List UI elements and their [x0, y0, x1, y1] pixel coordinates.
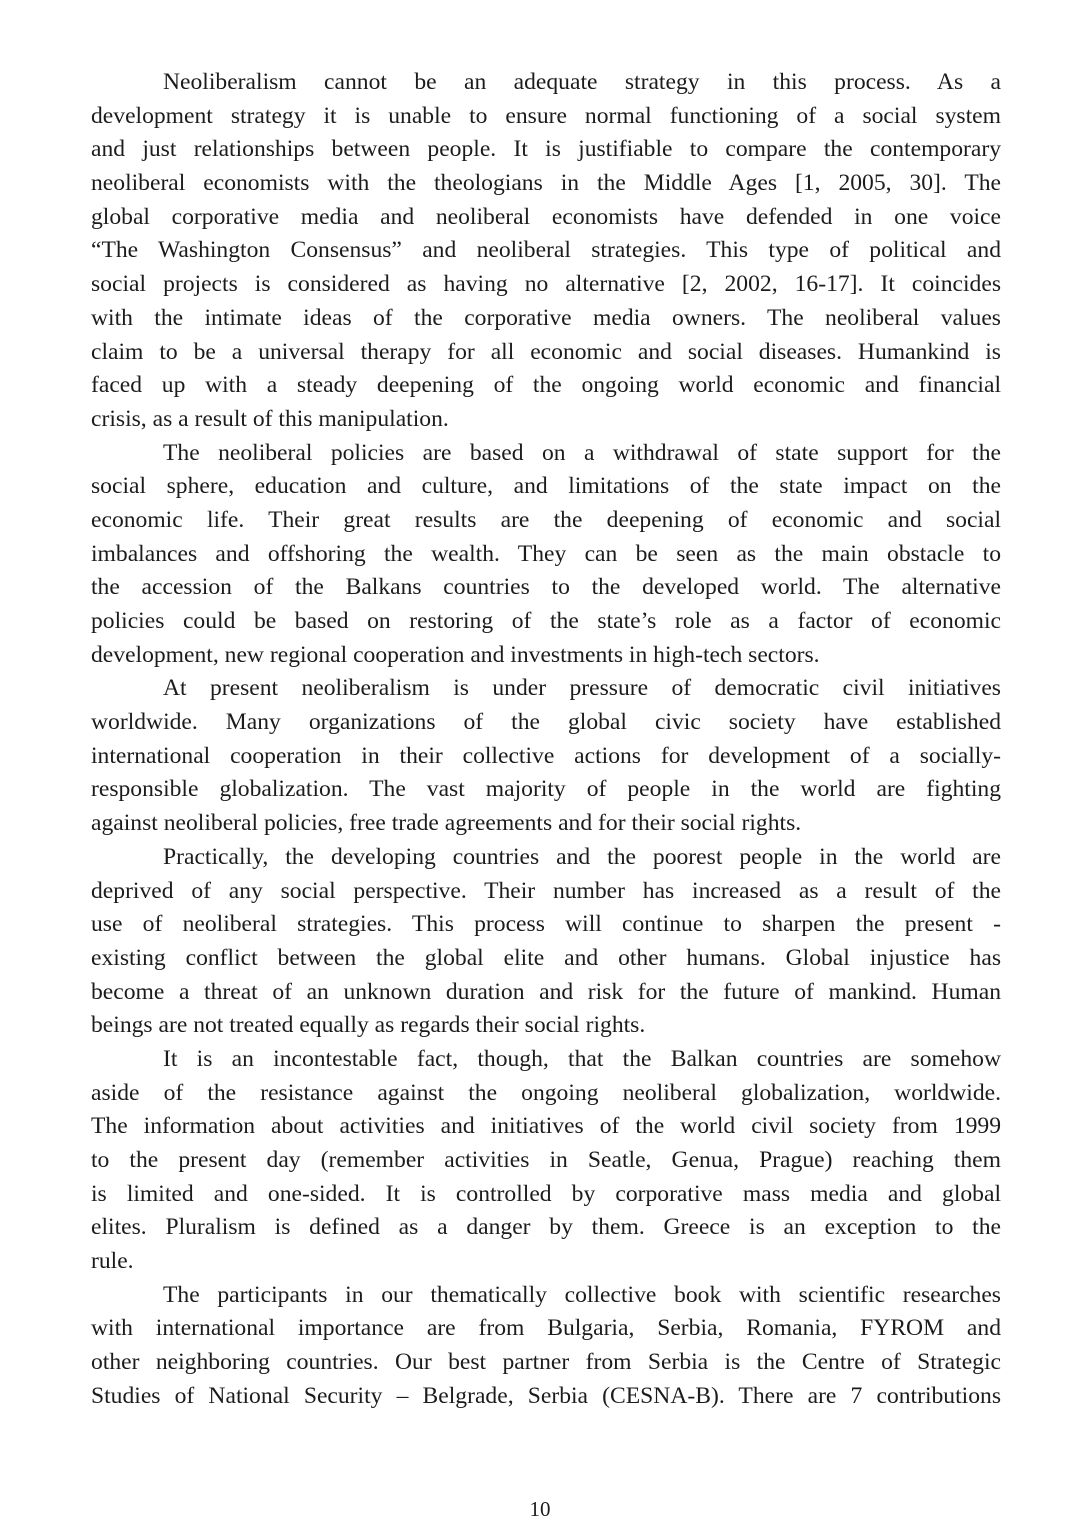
page-number: 10 [529, 1497, 551, 1521]
text-line: imbalances and offshoring the wealth. They can be seen as the main obstacle to [91, 540, 1001, 567]
text-line: Studies of National Security – Belgrade, Serbia (CESNA-B). There are 7 contributions [91, 1382, 1001, 1409]
text-line: faced up with a steady deepening of the ongoing world economic and financial [91, 372, 1001, 399]
text-line: The information about activities and initiatives of the world civil society from 1999 [91, 1113, 1001, 1140]
text-line: worldwide. Many organizations of the global civic society have established [91, 709, 1001, 736]
text-line: development, new regional cooperation and investments in high-tech sectors. [91, 641, 820, 668]
text-line: claim to be a universal therapy for all economic and social diseases. Humankind is [91, 338, 1001, 365]
text-line: social sphere, education and culture, and limitations of the state impact on the [91, 473, 1001, 500]
text-line: The participants in our thematically collective book with scientific researches [163, 1281, 1001, 1308]
text-line: Practically, the developing countries and the poorest people in the world are [163, 843, 1001, 870]
text-line: The neoliberal policies are based on a withdrawal of state support for the [163, 439, 1001, 466]
paragraph [91, 437, 1001, 673]
text-line: deprived of any social perspective. Their number has increased as a result of the [91, 877, 1001, 904]
text-line: rule. [91, 1248, 134, 1275]
text-line: aside of the resistance against the ongoing neoliberal globalization, worldwide. [91, 1079, 1001, 1106]
paragraph [91, 1043, 1001, 1279]
text-line: to the present day (remember activities in Seatle, Genua, Prague) reaching them [91, 1147, 1001, 1173]
text-line: Neoliberalism cannot be an adequate strategy in this process. As a [163, 69, 1001, 95]
text-line: with international importance are from Bulgaria, Serbia, Romania, FYROM and [91, 1315, 1001, 1342]
text-line: global corporative media and neoliberal economists have defended in one voice [91, 203, 1001, 230]
text-line: neoliberal economists with the theologians in the Middle Ages [1, 2005, 30]. The [91, 170, 1001, 197]
text-line: At present neoliberalism is under pressure of democratic civil initiatives [163, 675, 1001, 702]
text-line: policies could be based on restoring of the state’s role as a factor of economic [91, 608, 1001, 634]
text-line: become a threat of an unknown duration and risk for the future of mankind. Human [91, 978, 1001, 1005]
text-line: is limited and one-sided. It is controlled by corporative mass media and global [91, 1180, 1001, 1207]
paragraph [91, 841, 1001, 1043]
text-line: with the intimate ideas of the corporative media owners. The neoliberal values [91, 304, 1001, 331]
paragraph [91, 672, 1001, 840]
text-line: elites. Pluralism is defined as a danger by them. Greece is an exception to the [91, 1214, 1001, 1241]
text-line: crisis, as a result of this manipulation. [91, 405, 449, 432]
text-line: beings are not treated equally as regards their social rights. [91, 1012, 646, 1039]
paragraph [91, 66, 1001, 437]
text-line: use of neoliberal strategies. This process will continue to sharpen the present - [91, 911, 1001, 938]
page-body [91, 66, 1001, 1414]
paragraph [91, 1279, 1001, 1414]
text-line: international cooperation in their collective actions for development of a socially- [91, 742, 1001, 769]
text-line: and just relationships between people. It is justifiable to compare the contemporary [91, 136, 1001, 163]
text-line: existing conflict between the global elite and other humans. Global injustice has [91, 944, 1001, 971]
text-line: the accession of the Balkans countries to the developed world. The alternative [91, 574, 1001, 601]
text-line: other neighboring countries. Our best partner from Serbia is the Centre of Strategic [91, 1349, 1001, 1376]
text-line: social projects is considered as having no alternative [2, 2002, 16-17]. It coincides [91, 271, 1001, 298]
text-line: It is an incontestable fact, though, that the Balkan countries are somehow [163, 1045, 1001, 1072]
text-line: economic life. Their great results are the deepening of economic and social [91, 506, 1001, 533]
text-line: against neoliberal policies, free trade agreements and for their social rights. [91, 810, 802, 837]
text-line: “The Washington Consensus” and neoliberal strategies. This type of political and [91, 237, 1001, 264]
text-line: responsible globalization. The vast majority of people in the world are fighting [91, 776, 1001, 803]
text-line: development strategy it is unable to ensure normal functioning of a social system [91, 102, 1001, 129]
